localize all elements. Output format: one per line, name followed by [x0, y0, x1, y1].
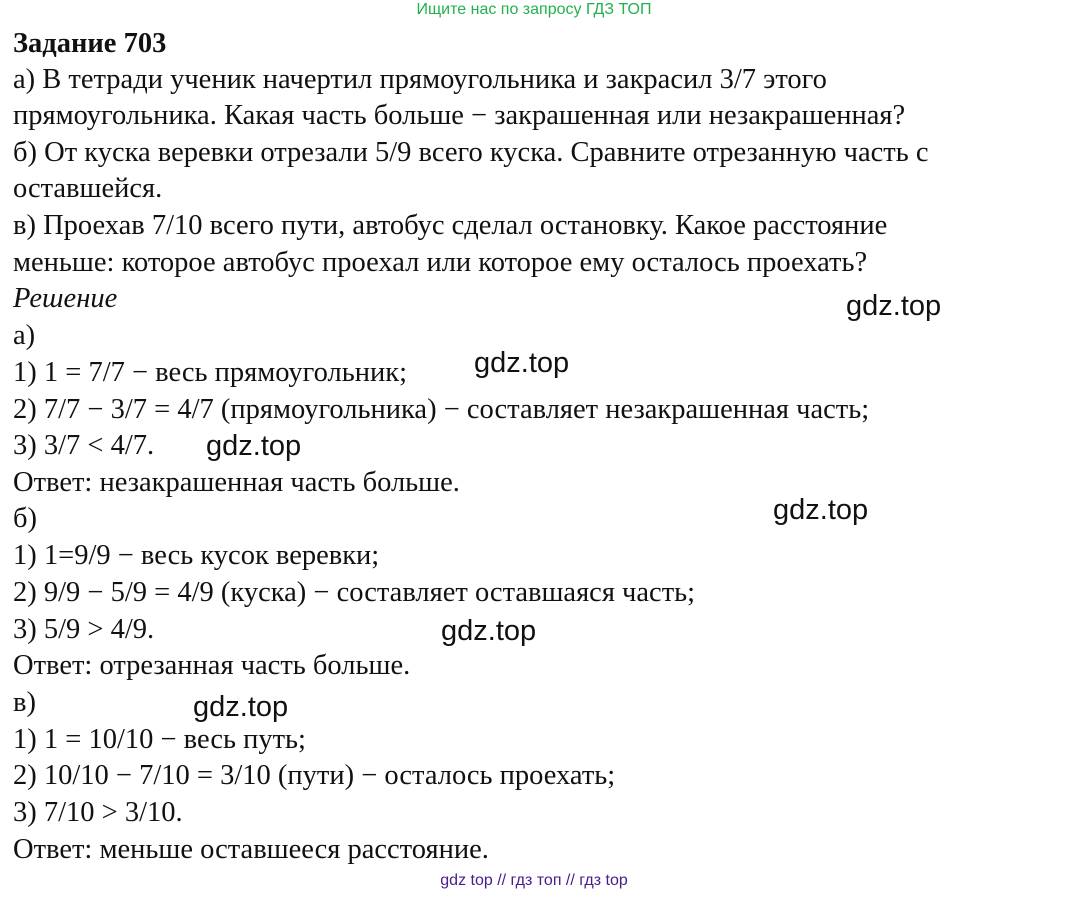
part-c-step: 3) 7/10 > 3/10.	[13, 797, 183, 828]
part-a-step: 2) 7/7 − 3/7 = 4/7 (прямоугольника) − составляет незакрашенная часть;	[13, 394, 870, 425]
part-b-step: 3) 5/9 > 4/9.	[13, 614, 155, 645]
watermark: gdz.top	[474, 347, 570, 379]
watermark: gdz.top	[441, 615, 537, 647]
footer-links: gdz top // гдз топ // гдз top	[440, 872, 628, 889]
part-b-answer: Ответ: отрезанная часть больше.	[13, 650, 411, 681]
watermark: gdz.top	[846, 290, 942, 322]
watermark: gdz.top	[773, 494, 869, 526]
watermark: gdz.top	[193, 691, 289, 723]
part-c-answer: Ответ: меньше оставшееся расстояние.	[13, 834, 489, 865]
watermark: gdz.top	[206, 430, 302, 462]
part-b-label: б)	[13, 503, 37, 534]
part-b-step: 1) 1=9/9 − весь кусок веревки;	[13, 540, 380, 571]
task-line: меньше: которое автобус проехал или которое ему осталось проехать?	[13, 247, 868, 278]
part-b-step: 2) 9/9 − 5/9 = 4/9 (куска) − составляет оставшаяся часть;	[13, 577, 696, 608]
part-a-answer: Ответ: незакрашенная часть больше.	[13, 467, 460, 498]
part-a-step: 3) 3/7 < 4/7.	[13, 430, 155, 461]
solution-heading: Решение	[13, 283, 118, 314]
part-a-label: а)	[13, 320, 36, 351]
part-c-label: в)	[13, 687, 36, 718]
task-line: прямоугольника. Какая часть больше − закрашенная или незакрашенная?	[13, 100, 906, 131]
part-c-step: 2) 10/10 − 7/10 = 3/10 (пути) − осталось проехать;	[13, 760, 616, 791]
task-line: в) Проехав 7/10 всего пути, автобус сделал остановку. Какое расстояние	[13, 210, 888, 241]
page-title: Задание 703	[13, 28, 167, 59]
task-line: б) От куска веревки отрезали 5/9 всего куска. Сравните отрезанную часть с	[13, 137, 929, 168]
task-line: оставшейся.	[13, 173, 163, 204]
top-banner: Ищите нас по запросу ГДЗ ТОП	[416, 1, 652, 18]
task-line: а) В тетради ученик начертил прямоугольника и закрасил 3/7 этого	[13, 64, 827, 95]
part-c-step: 1) 1 = 10/10 − весь путь;	[13, 724, 306, 755]
part-a-step: 1) 1 = 7/7 − весь прямоугольник;	[13, 357, 408, 388]
